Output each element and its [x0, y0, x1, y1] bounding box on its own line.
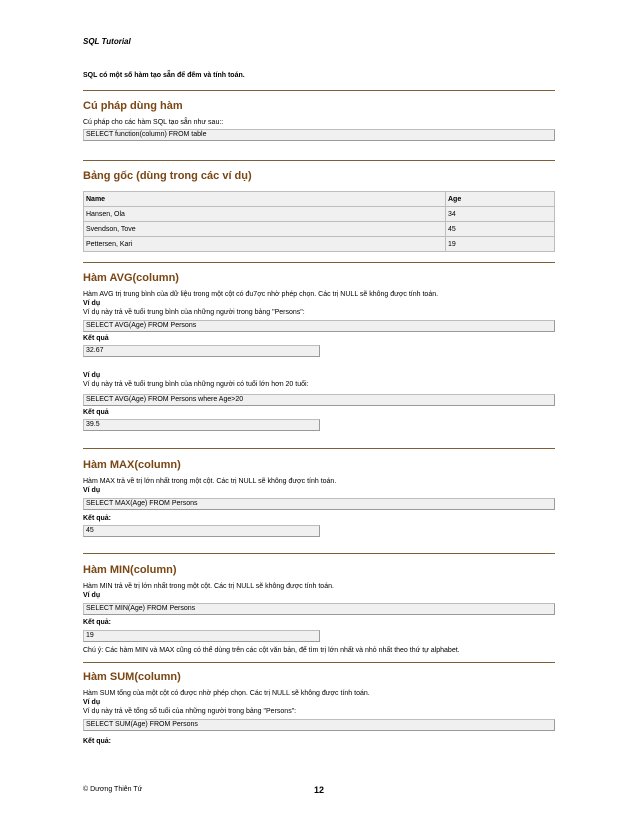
- max-desc: Hàm MAX trả về trị lớn nhất trong một cột. Các trị NULL sẽ không được tính toán.: [83, 478, 337, 485]
- sum-heading: Hàm SUM(column): [83, 671, 181, 683]
- sum-example-code: SELECT SUM(Age) FROM Persons: [83, 719, 555, 731]
- max-heading: Hàm MAX(column): [83, 459, 181, 471]
- avg-example-code: SELECT AVG(Age) FROM Persons: [83, 320, 555, 332]
- max-example-label: Ví dụ: [83, 487, 101, 494]
- document-header: SQL Tutorial: [83, 37, 131, 46]
- avg-result2-label: Kết quả: [83, 409, 109, 416]
- avg-heading: Hàm AVG(column): [83, 272, 179, 284]
- sum-desc: Hàm SUM tổng của một cột có được nhờ phép chọn. Các trị NULL sẽ không được tính toán.: [83, 690, 370, 697]
- syntax-desc: Cú pháp cho các hàm SQL tạo sẵn như sau::: [83, 119, 224, 126]
- section-divider: [83, 553, 555, 554]
- avg-example2-code: SELECT AVG(Age) FROM Persons where Age>20: [83, 394, 555, 406]
- section-divider: [83, 160, 555, 161]
- syntax-code: SELECT function(column) FROM table: [83, 129, 555, 141]
- section-divider: [83, 262, 555, 263]
- section-divider: [83, 448, 555, 449]
- table-cell: 45: [446, 222, 555, 237]
- avg-result2: 39.5: [83, 419, 320, 431]
- footer-author: © Dương Thiên Tứ: [83, 786, 143, 793]
- min-heading: Hàm MIN(column): [83, 564, 177, 576]
- avg-desc: Hàm AVG trị trung bình của dữ liệu trong một cột có đu7ợc nhờ phép chọn. Các trị NULL sẽ không được tính toán.: [83, 291, 439, 298]
- syntax-heading: Cú pháp dùng hàm: [83, 100, 183, 112]
- avg-example2-label: Ví dụ: [83, 372, 101, 379]
- column-header-age: Age: [446, 192, 555, 207]
- sum-example-label: Ví dụ: [83, 699, 101, 706]
- min-note: Chú ý: Các hàm MIN và MAX cũng có thể dùng trên các cột văn bản, để tìm trị lớn nhất và nhỏ nhất theo thứ tự alphabet.: [83, 647, 460, 654]
- column-header-name: Name: [84, 192, 446, 207]
- section-divider: [83, 90, 555, 91]
- table-cell: 19: [446, 237, 555, 252]
- persons-table: [83, 191, 555, 252]
- table-heading: Bảng gốc (dùng trong các ví dụ): [83, 170, 252, 182]
- max-result: 45: [83, 525, 320, 537]
- table-header-row: [84, 192, 555, 207]
- table-cell: Pettersen, Kari: [84, 237, 446, 252]
- intro-text: SQL có một số hàm tạo sẵn để đếm và tính toán.: [83, 72, 245, 79]
- avg-example2-desc: Ví dụ này trả về tuổi trung bình của những người có tuổi lớn hơn 20 tuổi:: [83, 381, 309, 388]
- table-row: [84, 222, 555, 237]
- section-divider: [83, 662, 555, 663]
- avg-result: 32.67: [83, 345, 320, 357]
- min-result-label: Kết quả:: [83, 619, 111, 626]
- table-cell: Hansen, Ola: [84, 207, 446, 222]
- min-example-code: SELECT MIN(Age) FROM Persons: [83, 603, 555, 615]
- sum-result-label: Kết quả:: [83, 738, 111, 745]
- max-result-label: Kết quả:: [83, 515, 111, 522]
- table-cell: 34: [446, 207, 555, 222]
- sum-example-desc: Ví dụ này trả về tổng số tuổi của những người trong bảng "Persons":: [83, 708, 297, 715]
- min-example-label: Ví dụ: [83, 592, 101, 599]
- avg-example-label: Ví dụ: [83, 300, 101, 307]
- avg-example-desc: Ví dụ này trả về tuổi trung bình của những người trong bảng "Persons":: [83, 309, 305, 316]
- max-example-code: SELECT MAX(Age) FROM Persons: [83, 498, 555, 510]
- table-cell: Svendson, Tove: [84, 222, 446, 237]
- table-row: [84, 237, 555, 252]
- avg-result-label: Kết quả: [83, 335, 109, 342]
- min-desc: Hàm MIN trả về trị lớn nhất trong một cột. Các trị NULL sẽ không được tính toán.: [83, 583, 334, 590]
- min-result: 19: [83, 630, 320, 642]
- page-number: 12: [314, 785, 325, 795]
- table-row: [84, 207, 555, 222]
